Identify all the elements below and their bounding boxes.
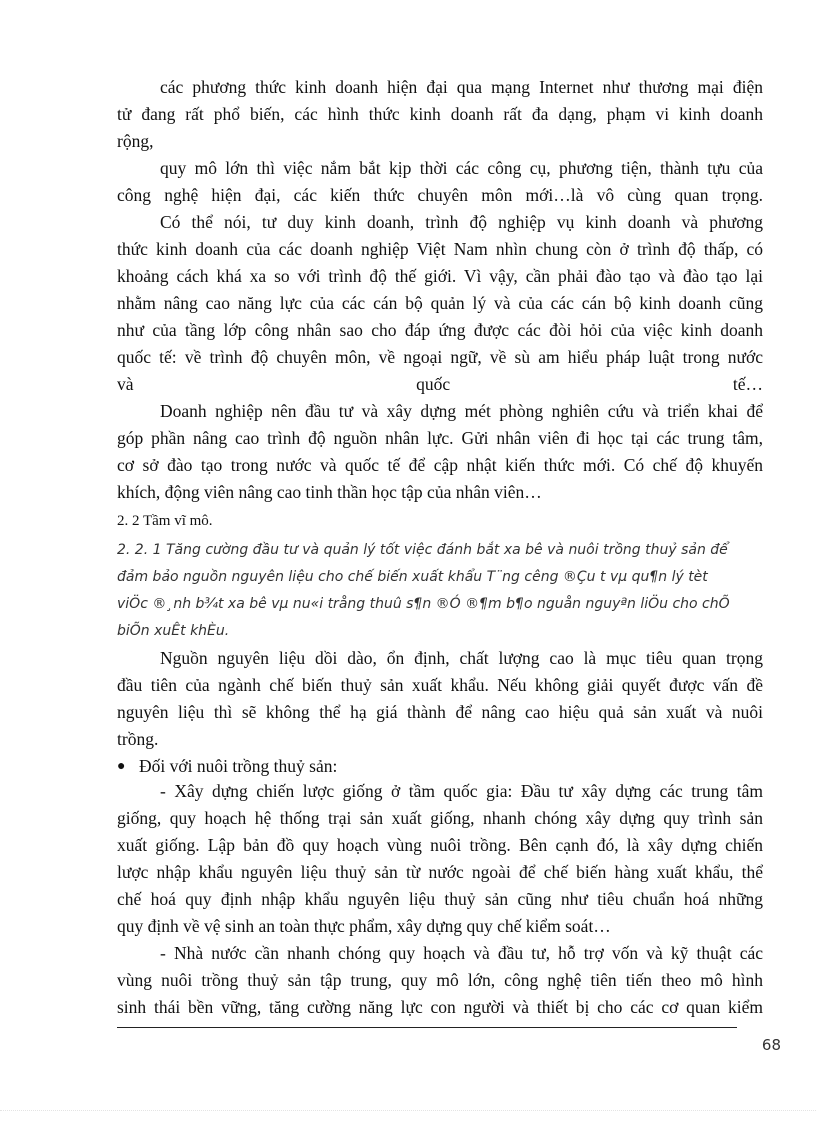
p2-line-1: quy mô lớn thì việc nắm bắt kịp thời các công cụ, phương tiện, thành tựu của (160, 158, 763, 178)
p4-line-1: Doanh nghiệp nên đầu tư và xây dựng mét phòng nghiên cứu và triển khai để (160, 401, 763, 421)
p4-line-2: góp phần nâng cao trình độ nguồn nhân lực. Gửi nhân viên đi học tại các trung tâm, (117, 428, 763, 448)
p6-line-5: chế hoá quy định nhập khẩu nguyên liệu thuỷ sản cũng như tiêu chuẩn hoá những (117, 889, 763, 909)
p4-line-4: khích, động viên nâng cao tinh thần học tập của nhân viên… (117, 482, 542, 502)
p3-line-1: Có thể nói, tư duy kinh doanh, trình độ nghiệp vụ kinh doanh và phương (160, 212, 763, 232)
p6-line-3: xuất giống. Lập bản đồ quy hoạch vùng nuôi trồng. Bên cạnh đó, là xây dựng chiến (117, 835, 763, 855)
p6-line-4: lược nhập khẩu nguyên liệu thuỷ sản từ nước ngoài để chế biến hàng xuất khẩu, thể (117, 862, 763, 882)
subsection-line-2: đảm bảo nguồn nguyên liệu cho chế biến xuất khẩu T¨ng cêng ®Çu t vµ qu¶n lý tèt (117, 569, 708, 585)
p3-line-7: và quốc tế… (117, 374, 763, 394)
bullet-text: Đối với nuôi trồng thuỷ sản: (139, 756, 338, 776)
p2-line-2: công nghệ hiện đại, các kiến thức chuyên môn mới…là vô cùng quan trọng. (117, 185, 763, 205)
bullet-icon: ● (117, 759, 126, 774)
section-heading: 2. 2 Tầm vĩ mô. (117, 513, 213, 529)
p3-line-2: thức kinh doanh của các doanh nghiệp Việt Nam nhìn chung còn ở trình độ thấp, có (117, 239, 763, 259)
page-number: 68 (761, 1036, 781, 1054)
subsection-line-1: 2. 2. 1 Tăng cường đầu tư và quản lý tốt việc đánh bắt xa bê và nuôi trồng thuỷ sản để (117, 542, 728, 558)
page-bottom-border (0, 1110, 816, 1111)
p5-line-1: Nguồn nguyên liệu dồi dào, ổn định, chất lượng cao là mục tiêu quan trọng (160, 648, 763, 668)
footer-rule (117, 1027, 737, 1028)
p5-line-2: đầu tiên của ngành chế biến thuỷ sản xuất khẩu. Nếu không giải quyết được vấn đề (117, 675, 763, 695)
p7-line-1: - Nhà nước cần nhanh chóng quy hoạch và đầu tư, hỗ trợ vốn và kỹ thuật các (160, 943, 763, 963)
p3-line-6: quốc tế: về trình độ chuyên môn, về ngoại ngữ, về sù am hiểu pháp luật trong nước (117, 347, 763, 367)
p7-line-2: vùng nuôi trồng thuỷ sản tập trung, quy mô lớn, công nghệ tiên tiến theo mô hình (117, 970, 763, 990)
subsection-line-4: biÕn xuÊt khÈu. (117, 623, 230, 639)
p3-line-3: khoảng cách khá xa so với trình độ thế giới. Vì vậy, cần phải đào tạo và đào tạo lại (117, 266, 763, 286)
p1-line-3: rộng, (117, 131, 154, 151)
p1-line-2: tử đang rất phổ biến, các hình thức kinh doanh rất đa dạng, phạm vi kinh doanh (117, 104, 763, 124)
p3-line-4: nhằm nâng cao năng lực của các cán bộ quản lý và của các cán bộ kinh doanh cũng (117, 293, 763, 313)
p5-line-4: trồng. (117, 729, 159, 749)
subsection-line-3: viÖc ®¸nh b¾t xa bê vµ nu«i trång thuû s¶n ®Ó ®¶m b¶o nguån nguyªn liÖu cho chÕ (117, 596, 730, 612)
p5-line-3: nguyên liệu thì sẽ không thể hạ giá thành để nâng cao hiệu quả sản xuất và nuôi (117, 702, 763, 722)
p6-line-2: giống, quy hoạch hệ thống trại sản xuất giống, nhanh chóng xây dựng quy trình sản (117, 808, 763, 828)
p1-line-1: các phương thức kinh doanh hiện đại qua mạng Internet như thương mại điện (160, 77, 763, 97)
p7-line-3: sinh thái bền vững, tăng cường năng lực con người và thiết bị cho các cơ quan kiểm (117, 997, 763, 1017)
p6-line-6: quy định về vệ sinh an toàn thực phẩm, xây dựng quy chế kiểm soát… (117, 916, 611, 936)
p4-line-3: cơ sở đào tạo trong nước và quốc tế để cập nhật kiến thức mới. Có chế độ khuyến (117, 455, 763, 475)
p3-line-5: như của tầng lớp công nhân sao cho đáp ứng được các đòi hỏi của việc kinh doanh (117, 320, 763, 340)
p6-line-1: - Xây dựng chiến lược giống ở tầm quốc gia: Đầu tư xây dựng các trung tâm (160, 781, 763, 801)
